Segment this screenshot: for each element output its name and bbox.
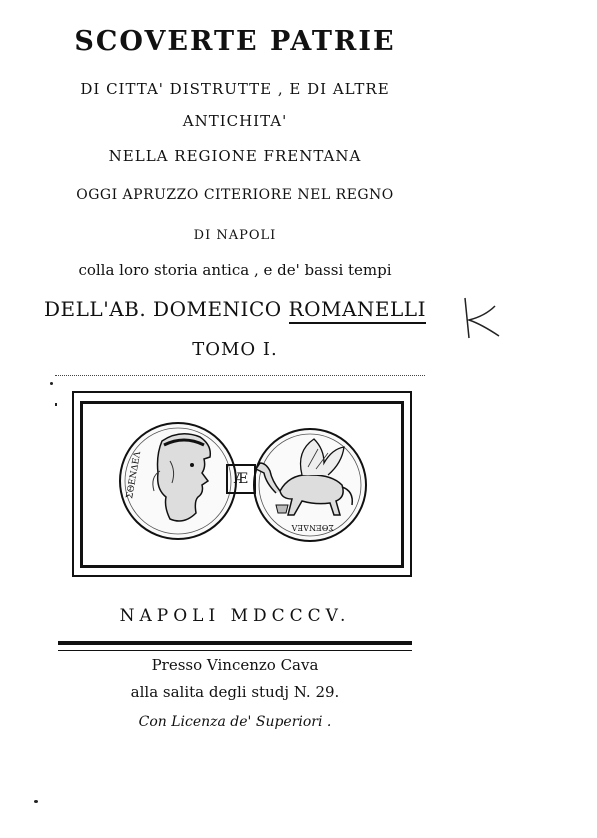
ink-speck	[50, 382, 53, 385]
subtitle-line-6: colla loro storia antica , e de' bassi tempi	[78, 261, 392, 279]
author-line	[0, 297, 470, 321]
coin-reverse-icon	[254, 429, 366, 541]
ink-speck	[55, 403, 57, 406]
handwritten-mark-icon	[455, 290, 510, 345]
subtitle-line-3: NELLA REGIONE FRENTANA	[108, 147, 362, 165]
printer-line-1: Presso Vincenzo Cava	[151, 656, 319, 674]
metal-mark: Æ	[226, 464, 256, 494]
subtitle-line-2: ANTICHITA'	[182, 112, 288, 130]
printer-line-2: alla salita degli studj N. 29.	[130, 683, 340, 701]
author-surname: ROMANELLI	[289, 297, 426, 324]
license-line: Con Licenza de' Superiori .	[138, 714, 332, 730]
volume-number: TOMO I.	[192, 339, 278, 360]
imprint-city-year: NAPOLI MDCCCV.	[119, 606, 351, 626]
author-prefix: DELL'AB. DOMENICO	[44, 297, 289, 321]
ink-speck	[34, 800, 38, 803]
subtitle-line-4: OGGI APRUZZO CITERIORE NEL REGNO	[76, 187, 394, 203]
reverse-legend: ΣΘΕΝΔΕΛ	[291, 523, 334, 532]
top-divider	[55, 375, 425, 376]
obverse-legend: ΣΘΕΝΔΕΛ	[125, 450, 144, 500]
imprint-thin-rule	[58, 650, 412, 651]
subtitle-line-5: DI NAPOLI	[193, 228, 277, 243]
subtitle-line-1: DI CITTA' DISTRUTTE , E DI ALTRE	[80, 80, 390, 98]
coin-obverse-icon	[120, 423, 236, 539]
imprint-thick-rule	[58, 641, 412, 645]
book-title: SCOVERTE PATRIE	[74, 26, 396, 57]
